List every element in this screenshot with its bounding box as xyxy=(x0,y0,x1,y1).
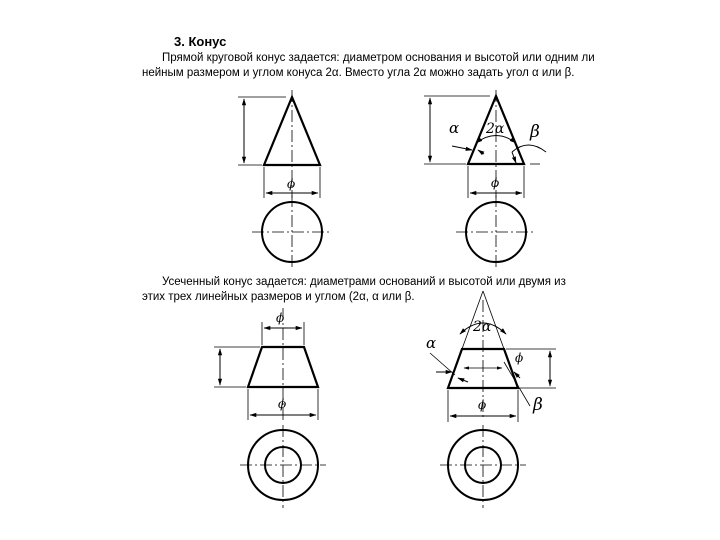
section-title: 3. Конус xyxy=(174,34,227,49)
cone-front-view-1 xyxy=(238,90,320,198)
frustum-top-view-2 xyxy=(440,425,526,508)
two-alpha-label-2: 2α xyxy=(473,319,492,335)
diameter-label-6: ϕ xyxy=(478,398,487,412)
beta-label-2: β xyxy=(533,395,543,415)
diameter-label-1: ϕ xyxy=(287,177,296,191)
paragraph-2-line-1: Усеченный конус задается: диаметрами оснований и высотой или двумя из xyxy=(162,276,566,288)
paragraph-1-line-1: Прямой круговой конус задается: диаметром основания и высотой или одним ли xyxy=(162,52,595,64)
diameter-label-4: ϕ xyxy=(278,397,287,411)
alpha-label-1: α xyxy=(449,119,460,137)
two-alpha-label-1: 2α xyxy=(486,121,505,137)
cone-top-view-1 xyxy=(252,195,332,270)
alpha-label-2: α xyxy=(426,334,437,352)
diameter-label-2: ϕ xyxy=(491,176,500,190)
diameter-label-3: ϕ xyxy=(276,311,285,325)
paragraph-2-line-2: этих трех линейных размеров и углом (2α, α или β. xyxy=(142,291,415,303)
paragraph-1-line-2: нейным размером и углом конуса 2α. Вместо угла 2α можно задать угол α или β. xyxy=(142,67,575,79)
diameter-label-5: ϕ xyxy=(515,351,524,365)
frustum-front-view-1 xyxy=(214,308,318,420)
frustum-top-view-1 xyxy=(240,425,326,508)
cone-front-view-2 xyxy=(424,90,546,198)
cone-top-view-2 xyxy=(456,195,536,270)
beta-label-1: β xyxy=(530,122,540,142)
